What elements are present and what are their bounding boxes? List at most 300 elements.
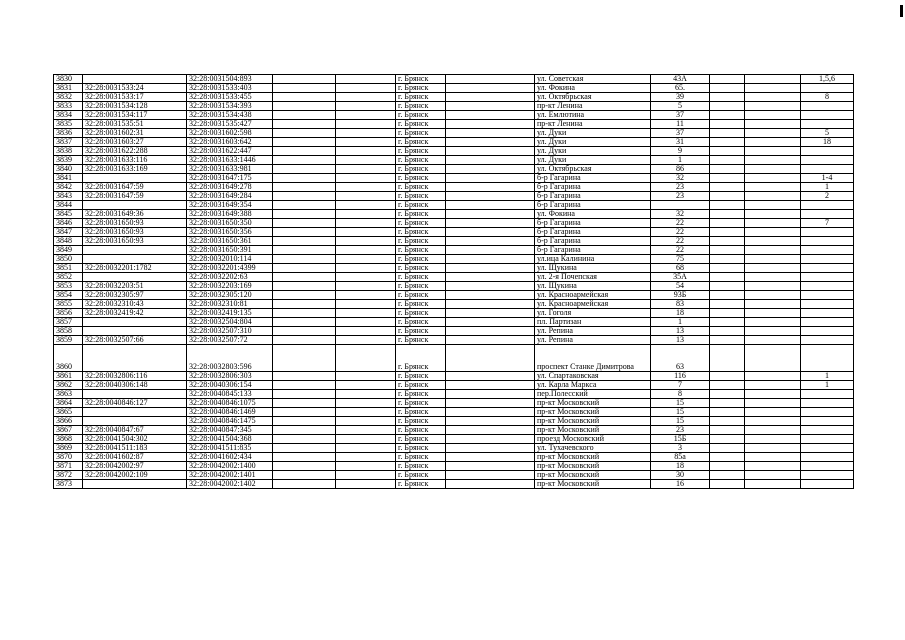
cadastral-number-cell: 32:28:0031533:403 [187,84,273,93]
city-cell: г. Брянск [396,372,446,381]
empty-cell [273,75,336,84]
empty-cell [745,237,801,246]
city-cell: г. Брянск [396,84,446,93]
parent-cadastral-cell [83,75,187,84]
empty-cell [336,156,396,165]
flat-cell: 1 [801,183,854,192]
table-row [54,129,854,138]
empty-cell [710,129,745,138]
parent-cadastral-cell: 32:28:0041511:183 [83,444,187,453]
flat-cell [801,408,854,417]
empty-cell [446,156,535,165]
city-cell: г. Брянск [396,201,446,210]
cadastral-number-cell: 32:28:0032203:169 [187,282,273,291]
city-cell: г. Брянск [396,192,446,201]
flat-cell [801,480,854,489]
empty-cell [446,300,535,309]
empty-cell [273,471,336,480]
street-cell: ул.ица Калинина [535,255,651,264]
flat-cell: 1-4 [801,174,854,183]
empty-cell [446,192,535,201]
empty-cell [336,408,396,417]
city-cell: г. Брянск [396,147,446,156]
house-cell: 13 [651,327,710,336]
parent-cadastral-cell: 32:28:0032203:51 [83,282,187,291]
parent-cadastral-cell: 32:28:0032806:116 [83,372,187,381]
flat-cell [801,255,854,264]
cadastral-number-cell: 32:28:0031533:455 [187,93,273,102]
street-cell: ул. Карла Маркса [535,381,651,390]
parent-cadastral-cell: 32:28:0031602:31 [83,129,187,138]
empty-cell [710,201,745,210]
empty-cell [336,417,396,426]
city-cell: г. Брянск [396,75,446,84]
empty-cell [710,444,745,453]
house-cell: 86 [651,165,710,174]
city-cell: г. Брянск [396,390,446,399]
city-cell: г. Брянск [396,111,446,120]
street-cell: проспект Станке Димитрова [535,345,651,372]
empty-cell [273,129,336,138]
empty-cell [710,300,745,309]
parent-cadastral-cell: 32:28:0031650:93 [83,237,187,246]
empty-cell [336,318,396,327]
empty-cell [336,246,396,255]
empty-cell [710,138,745,147]
street-cell: б-р Гагарина [535,201,651,210]
cadastral-number-cell: 32:28:0031504:893 [187,75,273,84]
empty-cell [745,228,801,237]
street-cell: ул. 2-я Почепская [535,273,651,282]
row-number-cell: 3868 [54,435,83,444]
row-number-cell: 3836 [54,129,83,138]
city-cell: г. Брянск [396,300,446,309]
empty-cell [446,390,535,399]
empty-cell [745,129,801,138]
row-number-cell: 3852 [54,273,83,282]
row-number-cell: 3838 [54,147,83,156]
empty-cell [336,480,396,489]
empty-cell [745,327,801,336]
empty-cell [273,318,336,327]
empty-cell [273,399,336,408]
empty-cell [273,201,336,210]
city-cell: г. Брянск [396,327,446,336]
row-number-cell: 3842 [54,183,83,192]
parent-cadastral-cell: 32:28:0031650:93 [83,228,187,237]
empty-cell [745,417,801,426]
row-number-cell: 3870 [54,453,83,462]
empty-cell [273,237,336,246]
empty-cell [336,93,396,102]
empty-cell [745,210,801,219]
house-cell: 37 [651,111,710,120]
empty-cell [446,327,535,336]
empty-cell [710,237,745,246]
empty-cell [336,444,396,453]
empty-cell [273,120,336,129]
empty-cell [273,336,336,345]
empty-cell [745,84,801,93]
empty-cell [710,471,745,480]
street-cell: пл. Партизан [535,318,651,327]
cadastral-number-cell: 32:28:0040845:133 [187,390,273,399]
parent-cadastral-cell [83,408,187,417]
empty-cell [446,129,535,138]
empty-cell [745,156,801,165]
flat-cell [801,336,854,345]
cadastral-number-cell: 32:28:0031650:361 [187,237,273,246]
flat-cell [801,282,854,291]
house-cell: 9 [651,147,710,156]
empty-cell [446,435,535,444]
empty-cell [745,255,801,264]
flat-cell: 1,5,6 [801,75,854,84]
flat-cell [801,291,854,300]
house-cell: 32 [651,174,710,183]
empty-cell [336,165,396,174]
empty-cell [273,444,336,453]
table-row [54,192,854,201]
empty-cell [710,309,745,318]
empty-cell [273,291,336,300]
empty-cell [710,75,745,84]
cadastral-number-cell: 32:28:0031650:350 [187,219,273,228]
table-row [54,399,854,408]
empty-cell [710,183,745,192]
empty-cell [710,102,745,111]
empty-cell [745,201,801,210]
city-cell: г. Брянск [396,183,446,192]
empty-cell [710,291,745,300]
registry-body [54,75,854,489]
empty-cell [446,273,535,282]
table-row [54,201,854,210]
empty-cell [273,390,336,399]
empty-cell [710,246,745,255]
table-row [54,435,854,444]
empty-cell [273,480,336,489]
house-cell: 35А [651,273,710,282]
house-cell: 15 [651,408,710,417]
empty-cell [273,273,336,282]
row-number-cell: 3854 [54,291,83,300]
empty-cell [336,75,396,84]
table-row [54,327,854,336]
flat-cell [801,84,854,93]
empty-cell [745,462,801,471]
city-cell: г. Брянск [396,291,446,300]
flat-cell [801,426,854,435]
parent-cadastral-cell [83,390,187,399]
city-cell: г. Брянск [396,255,446,264]
empty-cell [710,381,745,390]
house-cell: 18 [651,309,710,318]
flat-cell [801,444,854,453]
empty-cell [710,282,745,291]
street-cell: пр-кт Ленина [535,120,651,129]
empty-cell [446,201,535,210]
table-row [54,462,854,471]
cadastral-number-cell: 32:28:0032504:804 [187,318,273,327]
house-cell: 30 [651,471,710,480]
empty-cell [710,417,745,426]
empty-cell [273,156,336,165]
house-cell: 15Б [651,435,710,444]
street-cell: ул. Фокина [535,84,651,93]
empty-cell [710,147,745,156]
flat-cell [801,327,854,336]
cadastral-number-cell: 32:28:0032202:63 [187,273,273,282]
table-row [54,381,854,390]
parent-cadastral-cell [83,174,187,183]
street-cell: ул. Дуки [535,147,651,156]
empty-cell [273,192,336,201]
city-cell: г. Брянск [396,399,446,408]
city-cell: г. Брянск [396,228,446,237]
street-cell: ул. Октябрьская [535,93,651,102]
empty-cell [710,228,745,237]
empty-cell [273,255,336,264]
empty-cell [446,93,535,102]
empty-cell [273,381,336,390]
empty-cell [446,372,535,381]
cadastral-number-cell: 32:28:0031622:447 [187,147,273,156]
empty-cell [336,273,396,282]
empty-cell [336,291,396,300]
empty-cell [745,291,801,300]
cadastral-number-cell: 32:28:0031650:356 [187,228,273,237]
parent-cadastral-cell: 32:28:0031603:27 [83,138,187,147]
empty-cell [273,102,336,111]
row-number-cell: 3863 [54,390,83,399]
empty-cell [745,372,801,381]
house-cell: 23 [651,192,710,201]
empty-cell [446,417,535,426]
empty-cell [336,228,396,237]
parent-cadastral-cell: 32:28:0031633:169 [83,165,187,174]
cadastral-number-cell: 32:28:0031535:427 [187,120,273,129]
cadastral-number-cell: 32:28:0032419:135 [187,309,273,318]
row-number-cell: 3834 [54,111,83,120]
empty-cell [273,372,336,381]
table-row [54,120,854,129]
empty-cell [336,84,396,93]
city-cell: г. Брянск [396,408,446,417]
row-number-cell: 3843 [54,192,83,201]
empty-cell [273,282,336,291]
street-cell: пр-кт Московский [535,399,651,408]
cadastral-number-cell: 32:28:0032305:120 [187,291,273,300]
street-cell: б-р Гагарина [535,183,651,192]
cadastral-number-cell: 32:28:0042002:1401 [187,471,273,480]
empty-cell [446,120,535,129]
table-row [54,480,854,489]
street-cell: пр-кт Московский [535,417,651,426]
house-cell: 23 [651,426,710,435]
cadastral-number-cell: 32:28:0031649:284 [187,192,273,201]
house-cell: 93Б [651,291,710,300]
row-number-cell: 3835 [54,120,83,129]
flat-cell [801,201,854,210]
empty-cell [745,120,801,129]
empty-cell [446,246,535,255]
empty-cell [273,309,336,318]
cadastral-number-cell: 32:28:0031650:391 [187,246,273,255]
house-cell: 7 [651,381,710,390]
edge-mark [900,5,903,17]
parent-cadastral-cell: 32:28:0042002:97 [83,462,187,471]
row-number-cell: 3841 [54,174,83,183]
empty-cell [336,147,396,156]
row-number-cell: 3850 [54,255,83,264]
empty-cell [273,246,336,255]
empty-cell [745,93,801,102]
street-cell: б-р Гагарина [535,237,651,246]
house-cell: 8 [651,390,710,399]
table-row [54,408,854,417]
table-row [54,183,854,192]
cadastral-number-cell: 32:28:0031534:438 [187,111,273,120]
parent-cadastral-cell: 32:28:0032201:1782 [83,264,187,273]
city-cell: г. Брянск [396,237,446,246]
house-cell: 32 [651,210,710,219]
house-cell: 116 [651,372,710,381]
city-cell: г. Брянск [396,345,446,372]
city-cell: г. Брянск [396,165,446,174]
empty-cell [710,480,745,489]
flat-cell [801,399,854,408]
cadastral-number-cell: 32:28:0031649:354 [187,201,273,210]
empty-cell [273,93,336,102]
street-cell: пр-кт Московский [535,453,651,462]
cadastral-number-cell: 32:28:0031647:175 [187,174,273,183]
street-cell: б-р Гагарина [535,192,651,201]
empty-cell [710,120,745,129]
city-cell: г. Брянск [396,219,446,228]
flat-cell [801,318,854,327]
empty-cell [273,84,336,93]
empty-cell [745,246,801,255]
table-row [54,309,854,318]
street-cell: ул. Фокина [535,210,651,219]
city-cell: г. Брянск [396,174,446,183]
empty-cell [336,381,396,390]
empty-cell [336,336,396,345]
house-cell: 13 [651,336,710,345]
table-row [54,471,854,480]
street-cell: ул. Репина [535,327,651,336]
row-number-cell: 3857 [54,318,83,327]
empty-cell [710,264,745,273]
empty-cell [745,300,801,309]
empty-cell [710,327,745,336]
empty-cell [273,147,336,156]
parent-cadastral-cell: 32:28:0031649:36 [83,210,187,219]
empty-cell [710,462,745,471]
empty-cell [273,165,336,174]
empty-cell [336,219,396,228]
table-row [54,237,854,246]
empty-cell [273,228,336,237]
cadastral-number-cell: 32:28:0040306:154 [187,381,273,390]
row-number-cell: 3833 [54,102,83,111]
empty-cell [446,480,535,489]
street-cell: пр-кт Московский [535,471,651,480]
empty-cell [273,453,336,462]
empty-cell [745,111,801,120]
empty-cell [745,219,801,228]
house-cell: 54 [651,282,710,291]
house-cell: 23 [651,183,710,192]
house-cell: 15 [651,417,710,426]
cadastral-number-cell: 32:28:0042002:1402 [187,480,273,489]
flat-cell [801,273,854,282]
empty-cell [273,327,336,336]
empty-cell [745,453,801,462]
empty-cell [446,282,535,291]
house-cell: 39 [651,93,710,102]
parent-cadastral-cell: 32:28:0031633:116 [83,156,187,165]
row-number-cell: 3861 [54,372,83,381]
empty-cell [446,75,535,84]
flat-cell [801,237,854,246]
flat-cell [801,111,854,120]
empty-cell [336,309,396,318]
empty-cell [446,399,535,408]
empty-cell [710,156,745,165]
cadastral-number-cell: 32:28:0041511:835 [187,444,273,453]
house-cell: 22 [651,228,710,237]
parent-cadastral-cell: 32:28:0040847:67 [83,426,187,435]
city-cell: г. Брянск [396,264,446,273]
flat-cell: 1 [801,381,854,390]
cadastral-number-cell: 32:28:0040846:1075 [187,399,273,408]
empty-cell [336,255,396,264]
empty-cell [745,399,801,408]
empty-cell [745,345,801,372]
empty-cell [745,192,801,201]
empty-cell [336,120,396,129]
empty-cell [336,192,396,201]
row-number-cell: 3848 [54,237,83,246]
flat-cell: 2 [801,192,854,201]
cadastral-number-cell: 32:28:0031534:393 [187,102,273,111]
cadastral-number-cell: 32:28:0031633:981 [187,165,273,174]
table-row [54,174,854,183]
table-row [54,147,854,156]
empty-cell [446,318,535,327]
street-cell: б-р Гагарина [535,228,651,237]
flat-cell [801,120,854,129]
row-number-cell: 3837 [54,138,83,147]
house-cell: 85а [651,453,710,462]
flat-cell [801,417,854,426]
row-number-cell: 3855 [54,300,83,309]
house-cell: 22 [651,246,710,255]
empty-cell [745,390,801,399]
cadastral-number-cell: 32:28:0032507:310 [187,327,273,336]
empty-cell [336,201,396,210]
street-cell: ул. Тухачевского [535,444,651,453]
house-cell: 15 [651,399,710,408]
empty-cell [273,111,336,120]
parent-cadastral-cell: 32:28:0031534:128 [83,102,187,111]
street-cell: пр-кт Московский [535,480,651,489]
table-row [54,336,854,345]
empty-cell [446,471,535,480]
table-row [54,246,854,255]
